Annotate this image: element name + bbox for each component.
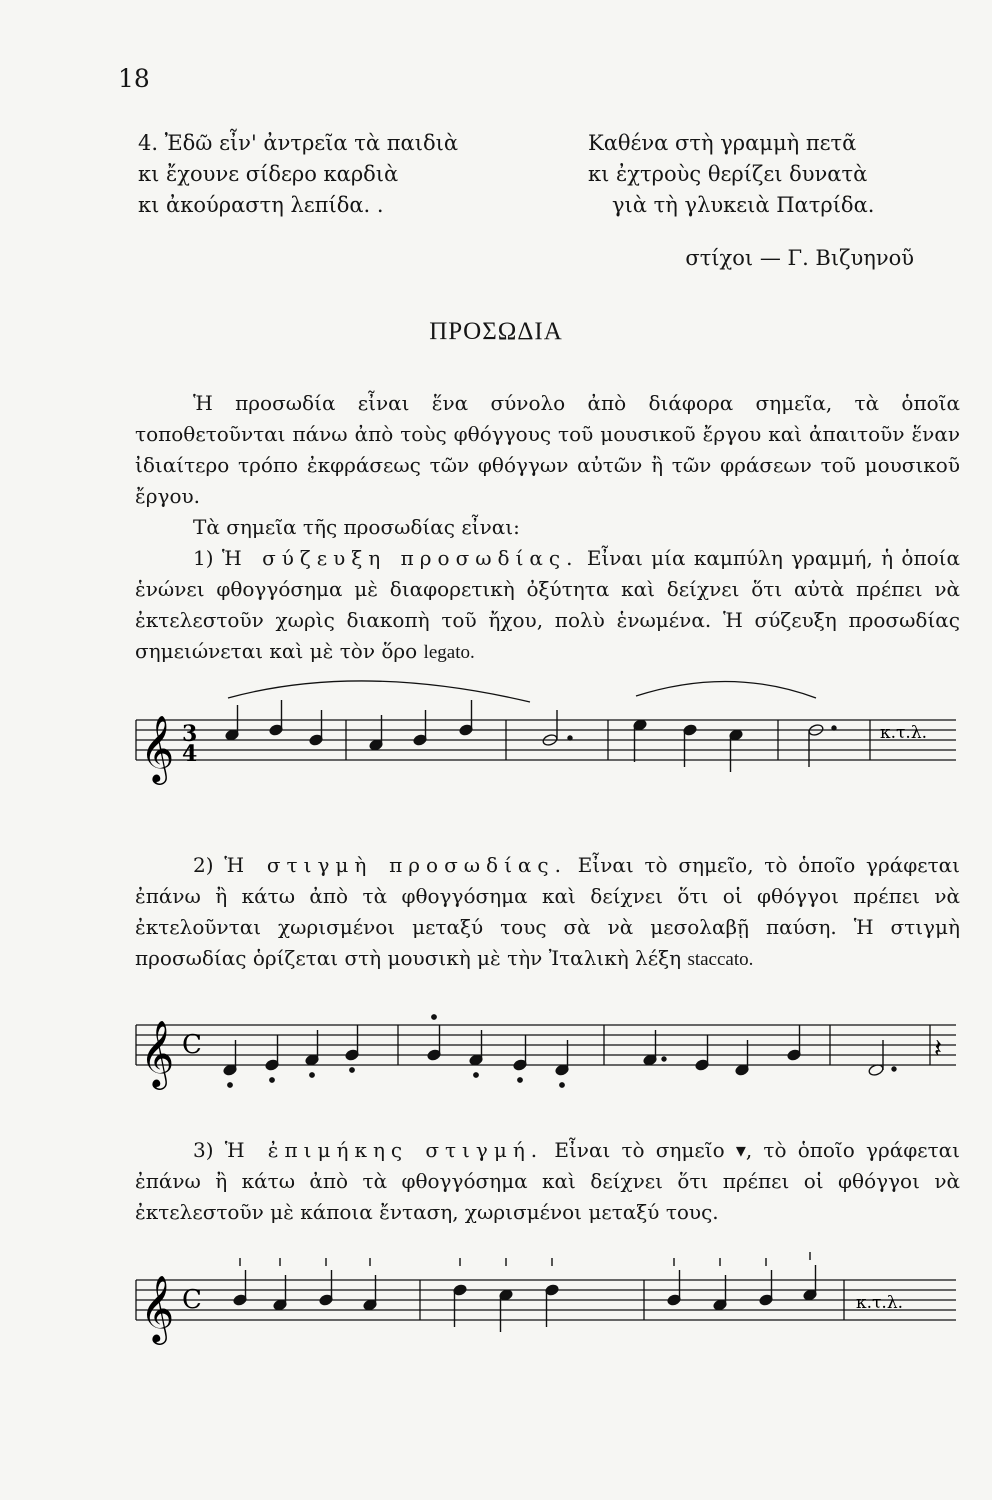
common-time-sign: C (182, 1285, 202, 1315)
rest-icon: 𝄽 (934, 1034, 942, 1064)
section-heading: ΠΡΟΣΩΔΙΑ (429, 318, 563, 345)
verse-line: Καθένα στὴ γραμμὴ πετᾶ (588, 131, 857, 155)
verse-line: γιὰ τὴ γλυκειὰ Πατρίδα. (612, 193, 875, 217)
section-text: Εἶναι μία καμπύλη γραμμή, ἡ ὁποία ἑνώνει φθογγόσημα μὲ διαφορετικὴ ὀξύτητα καὶ δείχνει ὅτι αὐτὰ πρέπει νὰ ἐκτελεστοῦν χωρὶς διακοπὴ τοῦ ἤχου, πολὺ ἑνωμένα. Ἡ σύζευξη προσωδίας σημειώνεται καὶ μὲ τὸν ὅρο (135, 546, 961, 663)
music-example-legato (130, 680, 962, 800)
verse-line: κι ἐχτροὺς θερίζει δυνατὰ (588, 162, 868, 186)
section-text: Εἶναι τὸ σημεῖο ▾, τὸ ὁποῖο γράφεται ἐπάνω ἢ κάτω ἀπὸ τὰ φθογγόσημα καὶ δείχνει ὅτι πρέπει οἱ φθόγγοι νὰ ἐκτελεστοῦν μὲ κάποια ἔνταση, χωρισμένοι μεταξύ τους. (135, 1138, 960, 1224)
section-number: 2) (193, 853, 214, 877)
signs-intro: Τὰ σημεῖα τῆς προσωδίας εἶναι: (193, 515, 520, 539)
section-1 (135, 543, 960, 668)
section-number: 1) (193, 546, 214, 570)
common-time-sign: C (182, 1030, 202, 1060)
music-example-staccato (130, 995, 962, 1105)
section-3 (135, 1135, 960, 1228)
section-number: 3) (193, 1138, 214, 1162)
treble-clef-icon: 𝄞 (140, 1019, 175, 1087)
treble-clef-icon: 𝄞 (140, 1274, 175, 1342)
ending-etc: κ.τ.λ. (856, 1293, 904, 1313)
section-2 (135, 850, 960, 975)
intro-paragraph (135, 388, 960, 668)
section-text: Εἶναι τὸ σημεῖο, τὸ ὁποῖο γράφεται ἐπάνω ἢ κάτω ἀπὸ τὰ φθογγόσημα καὶ δείχνει ὅτι οἱ φθόγγοι πρέπει νὰ ἐκτελοῦνται χωρισμένοι μεταξύ τους σὰ νὰ μεσολαβῇ παύση. Ἡ στιγμὴ προσωδίας ὁρίζεται στὴ μουσικὴ μὲ τὴν Ἰταλικὴ λέξη (135, 853, 961, 970)
music-example-accent (130, 1250, 962, 1340)
verse-right-column (588, 128, 874, 221)
verse-line: κι ἀκούραστη λεπίδα. . (138, 193, 384, 217)
section-title: Ἡ σύζευξη προσωδίας. (221, 546, 579, 570)
section-title: Ἡ ἐπιμήκης στιγμή. (224, 1138, 544, 1162)
page-number: 18 (118, 64, 150, 93)
time-signature-top: 3 (182, 721, 198, 747)
section-term: staccato. (687, 949, 754, 970)
ending-etc: κ.τ.λ. (880, 723, 928, 743)
intro-text: Ἡ προσωδία εἶναι ἕνα σύνολο ἀπὸ διάφορα σημεῖα, τὰ ὁποῖα τοποθετοῦνται πάνω ἀπὸ τοὺς φθόγγους τοῦ μουσικοῦ ἔργου καὶ ἀπαιτοῦν ἕναν ἰδιαίτερο τρόπο ἐκφράσεως τῶν φθόγγων αὐτῶν ἢ τῶν φράσεων τοῦ μουσικοῦ ἔργου. (135, 391, 960, 508)
verse-left-column (138, 128, 458, 221)
time-signature-bottom: 4 (182, 741, 198, 767)
section-term: legato. (423, 642, 475, 663)
verse-line: κι ἔχουνε σίδερο καρδιὰ (138, 162, 399, 186)
verse-line: 4. Ἐδῶ εἶν' ἀντρεῖα τὰ παιδιὰ (138, 131, 459, 155)
verse-attribution: στίχοι — Γ. Βιζυηνοῦ (685, 246, 914, 270)
treble-clef-icon: 𝄞 (140, 714, 175, 782)
section-title: Ἡ στιγμὴ προσωδίας. (224, 853, 567, 877)
